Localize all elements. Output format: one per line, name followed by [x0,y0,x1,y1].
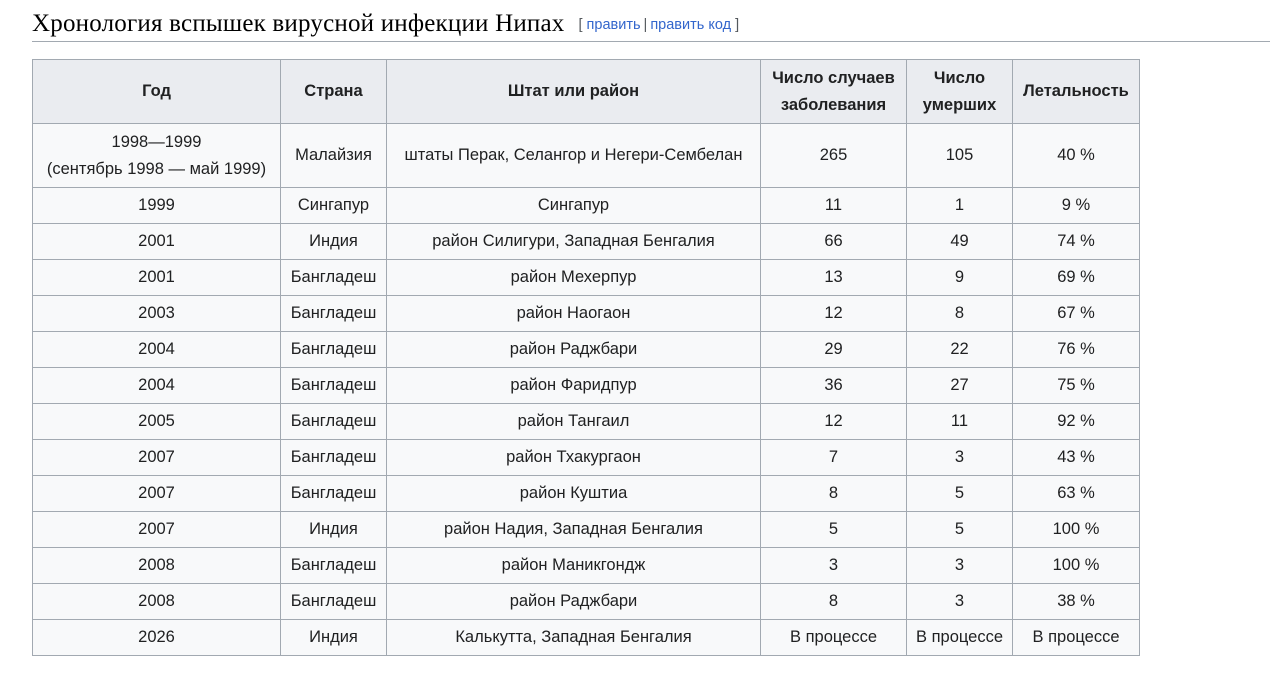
cell-country: Индия [281,512,387,548]
cell-year: 2001 [33,224,281,260]
cell-fatality: 69 % [1013,260,1140,296]
cell-year-note: (сентябрь 1998 — май 1999) [46,159,267,178]
edit-close-bracket: ] [735,17,740,33]
cell-fatality: 76 % [1013,332,1140,368]
cell-region: район Фаридпур [387,368,761,404]
cell-deaths: 3 [907,440,1013,476]
table-row [33,440,1140,476]
cell-deaths: 11 [907,404,1013,440]
cell-country: Бангладеш [281,296,387,332]
cell-deaths: 8 [907,296,1013,332]
table-body [33,124,1140,656]
cell-cases: 265 [761,124,907,188]
cell-fatality: 67 % [1013,296,1140,332]
table-row [33,512,1140,548]
cell-year: 2004 [33,368,281,404]
table-row [33,124,1140,188]
cell-cases: 11 [761,188,907,224]
cell-cases: 5 [761,512,907,548]
table-row [33,224,1140,260]
table-header-row [33,60,1140,124]
cell-fatality: 100 % [1013,512,1140,548]
cell-deaths: В процессе [907,620,1013,656]
cell-year: 2008 [33,548,281,584]
cell-country: Малайзия [281,124,387,188]
header-cases: Число случаев заболевания [761,60,907,124]
cell-cases: 36 [761,368,907,404]
cell-year [33,124,281,188]
cell-country: Бангладеш [281,476,387,512]
table-row [33,296,1140,332]
cell-deaths: 49 [907,224,1013,260]
cell-cases: В процессе [761,620,907,656]
cell-region: район Мехерпур [387,260,761,296]
cell-region: район Надия, Западная Бенгалия [387,512,761,548]
cell-country: Бангладеш [281,368,387,404]
cell-year-range: 1998—1999 [111,132,202,151]
header-year: Год [33,60,281,124]
cell-year: 2005 [33,404,281,440]
cell-fatality: 40 % [1013,124,1140,188]
cell-cases: 29 [761,332,907,368]
cell-fatality: 38 % [1013,584,1140,620]
cell-deaths: 27 [907,368,1013,404]
table-row [33,584,1140,620]
cell-deaths: 105 [907,124,1013,188]
cell-deaths: 22 [907,332,1013,368]
cell-fatality: 9 % [1013,188,1140,224]
cell-region: район Наогаон [387,296,761,332]
table-row [33,332,1140,368]
cell-region: штаты Перак, Селангор и Негери-Сембелан [387,124,761,188]
section-heading [32,8,1270,42]
cell-region: Сингапур [387,188,761,224]
cell-year: 2001 [33,260,281,296]
cell-country: Индия [281,620,387,656]
edit-open-bracket: [ [578,17,583,33]
table-row [33,620,1140,656]
cell-country: Бангладеш [281,404,387,440]
cell-country: Бангладеш [281,260,387,296]
cell-fatality: 92 % [1013,404,1140,440]
cell-fatality: 43 % [1013,440,1140,476]
cell-region: район Тангаил [387,404,761,440]
cell-country: Бангладеш [281,332,387,368]
table-row [33,476,1140,512]
cell-deaths: 5 [907,512,1013,548]
cell-country: Сингапур [281,188,387,224]
cell-cases: 8 [761,476,907,512]
cell-year: 2007 [33,512,281,548]
table-row [33,368,1140,404]
cell-year: 2004 [33,332,281,368]
edit-separator: | [643,17,648,33]
outbreak-table [32,59,1140,656]
cell-country: Бангладеш [281,584,387,620]
edit-code-link[interactable]: править код [650,17,732,33]
cell-region: район Раджбари [387,584,761,620]
cell-cases: 3 [761,548,907,584]
cell-country: Индия [281,224,387,260]
table-row [33,404,1140,440]
cell-fatality: 100 % [1013,548,1140,584]
cell-year: 2003 [33,296,281,332]
header-fatality: Летальность [1013,60,1140,124]
cell-fatality: 75 % [1013,368,1140,404]
cell-cases: 7 [761,440,907,476]
cell-year: 2008 [33,584,281,620]
cell-deaths: 3 [907,584,1013,620]
table-row [33,548,1140,584]
cell-deaths: 1 [907,188,1013,224]
cell-fatality: 74 % [1013,224,1140,260]
cell-region: район Раджбари [387,332,761,368]
cell-year: 2026 [33,620,281,656]
cell-cases: 12 [761,296,907,332]
cell-region: Калькутта, Западная Бенгалия [387,620,761,656]
header-country: Страна [281,60,387,124]
header-region: Штат или район [387,60,761,124]
header-deaths: Число умерших [907,60,1013,124]
cell-year: 2007 [33,440,281,476]
cell-cases: 8 [761,584,907,620]
cell-cases: 13 [761,260,907,296]
cell-region: район Куштиа [387,476,761,512]
cell-region: район Тхакургаон [387,440,761,476]
cell-year: 2007 [33,476,281,512]
cell-country: Бангладеш [281,440,387,476]
cell-cases: 66 [761,224,907,260]
cell-region: район Силигури, Западная Бенгалия [387,224,761,260]
cell-region: район Маникгондж [387,548,761,584]
cell-fatality: 63 % [1013,476,1140,512]
table-row [33,260,1140,296]
cell-fatality: В процессе [1013,620,1140,656]
section-title: Хронология вспышек вирусной инфекции Нипах [32,10,565,37]
cell-country: Бангладеш [281,548,387,584]
cell-year: 1999 [33,188,281,224]
cell-deaths: 3 [907,548,1013,584]
edit-section-links [578,17,739,33]
table-row [33,188,1140,224]
cell-deaths: 9 [907,260,1013,296]
cell-deaths: 5 [907,476,1013,512]
cell-cases: 12 [761,404,907,440]
edit-link[interactable]: править [586,17,641,33]
